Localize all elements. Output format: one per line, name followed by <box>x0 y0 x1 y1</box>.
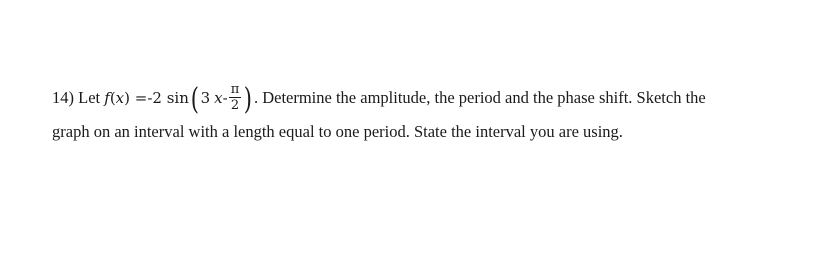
argument-variable: x <box>214 89 223 107</box>
problem-14 <box>52 80 822 150</box>
problem-line-1-text: Determine the amplitude, the period and the phase shift. Sketch the <box>262 88 706 107</box>
fraction-numerator: π <box>230 81 240 97</box>
problem-line-1 <box>52 80 822 116</box>
fraction-denominator: 2 <box>230 97 240 113</box>
equals-sin: =-2 sin <box>130 89 189 107</box>
period-mark: . <box>253 88 259 107</box>
problem-line-2: graph on an interval with a length equal to one period. State the interval you are using. <box>52 122 623 141</box>
problem-number: 14) <box>52 88 74 107</box>
function-name: f <box>104 89 110 107</box>
function-expression: f(x) =-2 sin( 3 x- $\frac{\pi}{2}$ ) <box>104 81 253 117</box>
problem-lead: Let <box>78 88 101 107</box>
minus-sign: - <box>222 89 228 107</box>
fraction <box>229 83 242 112</box>
coefficient: 3 <box>200 89 211 107</box>
function-variable: x <box>115 89 125 107</box>
paren-open: ( <box>109 89 116 107</box>
paren-close: ) <box>124 89 130 107</box>
